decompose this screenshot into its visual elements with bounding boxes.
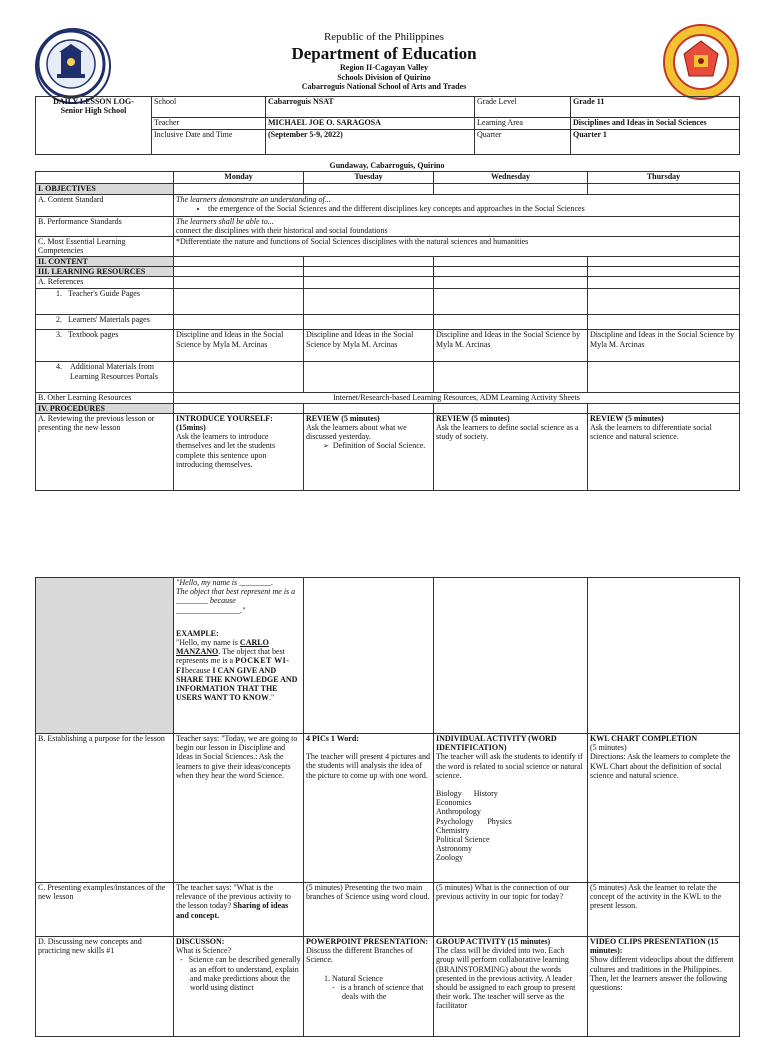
ppt-item: 1. Natural Science xyxy=(332,974,431,983)
school-name-line: Cabarroguis National School of Arts and Trades xyxy=(301,82,467,91)
textbook-text: Textbook pages xyxy=(68,330,119,340)
guide-label: 1. Teacher's Guide Pages xyxy=(36,289,174,315)
reviewing-monday xyxy=(174,413,304,490)
ppt-text: Discuss the different Branches of Science. xyxy=(306,946,413,965)
examples-mon-bold: Sharing of ideas and concept. xyxy=(176,901,289,920)
examples-thursday: (5 minutes) Ask the learner to relate the concept of the activity in the KWL to the present lesson. xyxy=(588,883,740,937)
mon-intro-title: INTRODUCE YOURSELF: xyxy=(176,413,273,423)
dll-title: DAILY LESSON LOG- xyxy=(53,97,134,106)
performance-cell xyxy=(174,217,740,237)
references-label: A. References xyxy=(36,277,174,289)
thu-review-title: REVIEW (5 minutes) xyxy=(590,413,664,423)
purpose-tuesday xyxy=(304,734,434,883)
video-clips-text: Show different videoclips about the different cultures and traditions in the Philippines. Then, let the learners answer the following questions: xyxy=(590,955,734,993)
additional-text: Additional Materials from Learning Resources Portals xyxy=(70,362,158,381)
tue-review-title: REVIEW (5 minutes) xyxy=(306,413,380,423)
procedures-heading: IV. PROCEDURES xyxy=(36,403,174,413)
discussing-monday xyxy=(174,937,304,1037)
examples-monday xyxy=(174,883,304,937)
purpose-thursday xyxy=(588,734,740,883)
example-label: EXAMPLE: xyxy=(176,628,219,638)
textbook-wednesday: Discipline and Ideas in the Social Science by Myla M. Arcinas xyxy=(434,330,588,362)
lesson-table xyxy=(35,171,740,491)
area-value: Disciplines and Ideas in Social Sciences xyxy=(571,118,740,130)
examples-mon-text: The teacher says: "What is the relevance of the previous activity to the lesson today? xyxy=(176,883,291,911)
day-thursday: Thursday xyxy=(588,172,740,184)
purpose-monday: Teacher says: "Today, we are going to begin our lesson in Discipline and Ideas in Social Sciences.: Ask the learners to give their ideas/concepts when they hear the word Science. xyxy=(174,734,304,883)
wed-review-title: REVIEW (5 minutes) xyxy=(436,413,510,423)
example-text xyxy=(176,638,301,702)
mon-intro-time: (15mins) xyxy=(176,423,206,433)
quarter-value: Quarter 1 xyxy=(571,130,740,155)
content-heading: II. CONTENT xyxy=(36,257,174,267)
example-reason: I CAN GIVE AND SHARE THE KNOWLEDGE AND INFORMATION THAT THE USERS WANT TO KNOW xyxy=(176,665,298,703)
examples-wednesday: (5 minutes) What is the connection of our previous activity in our topic for today? xyxy=(434,883,588,937)
content-standard-item: • the emergence of the Social Sciences and the different disciplines key concepts and approaches in the Social Sciences xyxy=(208,204,737,213)
content-standard-intro: The learners demonstrate an understanding of... xyxy=(176,195,331,204)
guide-text: Teacher's Guide Pages xyxy=(68,289,140,299)
day-wednesday: Wednesday xyxy=(434,172,588,184)
corner-cell xyxy=(36,172,174,184)
word-list-item: Chemistry xyxy=(436,825,470,835)
day-tuesday: Tuesday xyxy=(304,172,434,184)
ppt-title: POWERPOINT PRESENTATION: xyxy=(306,937,429,946)
materials-text: Learners' Materials pages xyxy=(68,315,150,325)
content-standard-cell xyxy=(174,195,740,217)
purpose-label: B. Establishing a purpose for the lesson xyxy=(36,734,174,883)
textbook-tuesday: Discipline and Ideas in the Social Science by Myla M. Arcinas xyxy=(304,330,434,362)
examples-label: C. Presenting examples/instances of the new lesson xyxy=(36,883,174,937)
performance-intro: The learners shall be able to... xyxy=(176,217,274,226)
discussing-label: D. Discussing new concepts and practicing new skills #1 xyxy=(36,937,174,1037)
reviewing-label: A. Reviewing the previous lesson or presenting the new lesson xyxy=(36,413,174,490)
tue-review-text: Ask the learners about what we discussed yesterday. xyxy=(306,423,407,442)
discussion-item: - Science can be described generally as an effort to understand, explain and make predictions about the world using distinct xyxy=(190,955,301,992)
object-line: The object that best represent me is a ________ because xyxy=(176,587,296,606)
continued-label-cell xyxy=(36,578,174,734)
dll-title-cell xyxy=(36,97,152,155)
group-activity-text: The class will be divided into two. Each group will perform collaborative learning (BRAINSTORMING) about the words presented in the previous activity. A leader should be assigned to each group to present their work. The teacher will serve as the facilitator xyxy=(436,946,576,1011)
objectives-heading: I. OBJECTIVES xyxy=(36,184,174,195)
word-list-item: Psychology Physics xyxy=(436,816,512,826)
dates-value: (September 5-9, 2022) xyxy=(266,130,475,155)
dates-label: Inclusive Date and Time xyxy=(152,130,266,155)
teacher-value: MICHAEL JOE O. SARAGOSA xyxy=(266,118,475,130)
word-list-item: Anthropology xyxy=(436,807,481,817)
reviewing-wednesday xyxy=(434,413,588,490)
examples-tuesday: (5 minutes) Presenting the two main branches of Science using word cloud. xyxy=(304,883,434,937)
textbook-monday: Discipline and Ideas in the Social Science by Myla M. Arcinas xyxy=(174,330,304,362)
tue-review-item: ➢ Definition of Social Science. xyxy=(334,441,431,451)
discussing-thursday xyxy=(588,937,740,1037)
performance-label: B. Performance Standards xyxy=(36,217,174,237)
intro-continued-monday xyxy=(174,578,304,734)
example-part-c: because xyxy=(185,665,213,675)
content-standard-label: A. Content Standard xyxy=(36,195,174,217)
kwl-time: (5 minutes) xyxy=(590,743,627,753)
competencies-text: *Differentiate the nature and functions of Social Sciences disciplines with the natural sciences and humanities xyxy=(174,237,740,257)
hello-line: "Hello, my name is ________. xyxy=(176,578,274,587)
word-id-text: The teacher will ask the students to identify if the word is related to social science or natural science. xyxy=(436,752,583,780)
deped-seal-logo xyxy=(35,28,111,104)
discussion-question: What is Science? xyxy=(176,946,232,956)
department-title: Department of Education xyxy=(291,44,477,63)
other-resources-text: Internet/Research-based Learning Resources, ADM Learning Activity Sheets xyxy=(174,393,740,403)
word-list-item: Astronomy xyxy=(436,844,472,854)
location-line: Gundaway, Cabarroguis, Quirino xyxy=(329,161,445,170)
word-id-title: INDIVIDUAL ACTIVITY (WORD IDENTIFICATION) xyxy=(436,734,557,753)
thu-review-text: Ask the learners to differentiate social science and natural science. xyxy=(590,423,712,442)
group-activity-title: GROUP ACTIVITY (15 minutes) xyxy=(436,937,551,946)
kwl-title: KWL CHART COMPLETION xyxy=(590,734,698,743)
grade-value: Grade 11 xyxy=(571,97,740,118)
discussion-title: DISCUSSON: xyxy=(176,937,225,946)
school-value: Cabarroguis NSAT xyxy=(266,97,475,118)
republic-line: Republic of the Philippines xyxy=(323,31,445,43)
example-name: CARLO MANZANO xyxy=(176,638,269,657)
dll-subtitle: Senior High School xyxy=(60,106,127,116)
info-table xyxy=(35,96,740,155)
performance-text: connect the disciplines with their historical and social foundations xyxy=(176,226,388,236)
quarter-label: Quarter xyxy=(475,130,571,155)
materials-label: 2. Learners' Materials pages xyxy=(36,315,174,330)
wed-review-text: Ask the learners to define social science as a study of society. xyxy=(436,423,579,442)
kwl-text: Directions: Ask the learners to complete the KWL Chart about the definition of social science and natural science. xyxy=(590,752,731,780)
school-label: School xyxy=(152,97,266,118)
school-seal-logo xyxy=(663,24,739,100)
example-part-b: . The object that best represents me is a xyxy=(176,647,285,666)
lesson-table-page2 xyxy=(35,577,740,1037)
word-list-item: Zoology xyxy=(436,853,464,863)
word-list-item: Political Science xyxy=(436,835,490,845)
word-list-item: Biology History xyxy=(436,789,498,799)
reviewing-tuesday xyxy=(304,413,434,490)
grade-label: Grade Level xyxy=(475,97,571,118)
teacher-label: Teacher xyxy=(152,118,266,130)
blank-line: ________________." xyxy=(176,605,246,615)
ppt-subitem: - is a branch of science that deals with the xyxy=(342,983,431,1001)
example-end: ." xyxy=(269,693,275,703)
additional-label: 4. Additional Materials from Learning Resources Portals xyxy=(36,362,174,393)
four-pics-title: 4 PICs 1 Word: xyxy=(306,734,359,743)
area-label: Learning Area xyxy=(475,118,571,130)
word-list xyxy=(436,789,585,863)
division-line: Schools Division of Quirino xyxy=(337,72,431,82)
example-object: POCKET WI-FI xyxy=(176,656,290,675)
textbook-thursday: Discipline and Ideas in the Social Science by Myla M. Arcinas xyxy=(588,330,740,362)
day-monday: Monday xyxy=(174,172,304,184)
video-clips-title: VIDEO CLIPS PRESENTATION (15 minutes): xyxy=(590,937,719,956)
discussing-tuesday xyxy=(304,937,434,1037)
competencies-label: C. Most Essential Learning Competencies xyxy=(36,237,174,257)
other-resources-label: B. Other Learning Resources xyxy=(36,393,174,403)
reviewing-thursday xyxy=(588,413,740,490)
resources-heading: III. LEARNING RESOURCES xyxy=(36,267,174,277)
four-pics-text: The teacher will present 4 pictures and the students will analysis the idea of the picture to come up with one word. xyxy=(306,752,430,780)
textbook-label: 3. Textbook pages xyxy=(36,330,174,362)
region-line: Region II-Cagayan Valley xyxy=(339,63,428,72)
word-list-item: Economics xyxy=(436,798,472,808)
mon-intro-text: Ask the learners to introduce themselves and let the students complete this sentence upon introducing themselves. xyxy=(176,432,276,469)
example-part-a: "Hello, my name is xyxy=(176,638,240,648)
purpose-wednesday xyxy=(434,734,588,883)
discussing-wednesday xyxy=(434,937,588,1037)
